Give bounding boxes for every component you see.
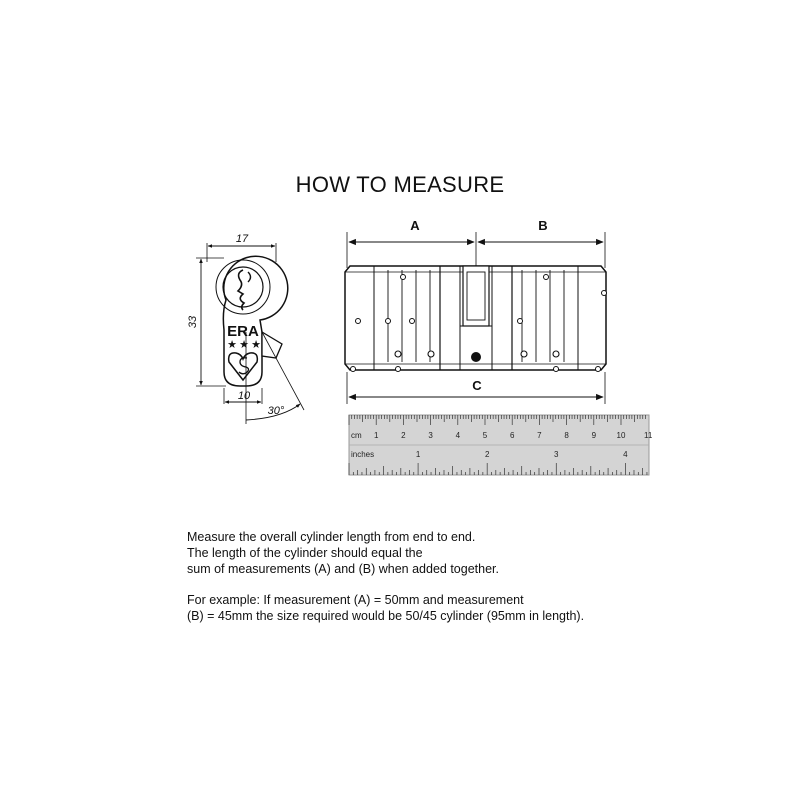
- era-logo-text: ERA: [227, 323, 259, 340]
- cm-tick-label: 1: [373, 431, 379, 440]
- cm-tick-label: 6: [509, 431, 515, 440]
- cm-tick-label: 7: [537, 431, 542, 440]
- instruction-line: Measure the overall cylinder length from end to end.: [187, 530, 476, 544]
- profile-width-dim: 17: [235, 233, 249, 245]
- instruction-line: The length of the cylinder should equal the: [187, 546, 423, 560]
- profile-offset-dim: 10: [237, 390, 251, 402]
- svg-text:★: ★: [251, 339, 261, 351]
- example-line: (B) = 45mm the size required would be 50/45 cylinder (95mm in length).: [187, 609, 585, 623]
- svg-text:★: ★: [239, 339, 249, 351]
- inch-unit-label: inches: [351, 450, 375, 459]
- inch-tick-label: 3: [554, 450, 559, 459]
- instruction-line: sum of measurements (A) and (B) when added together.: [187, 562, 499, 576]
- example-text: [187, 592, 584, 624]
- star-rating-icon: [227, 339, 261, 351]
- svg-text:★: ★: [227, 339, 237, 351]
- ruler: [349, 415, 653, 475]
- cm-tick-label: 11: [644, 431, 653, 440]
- cm-tick-label: 4: [455, 431, 461, 440]
- inch-tick-label: 1: [415, 450, 421, 459]
- inch-tick-label: 2: [484, 450, 490, 459]
- cm-tick-label: 3: [428, 431, 433, 440]
- cm-tick-label: 9: [591, 431, 597, 440]
- example-line: For example: If measurement (A) = 50mm and measurement: [187, 593, 524, 607]
- profile-height-dim: 33: [187, 315, 199, 329]
- profile-angle-dim: 30°: [267, 405, 285, 417]
- cm-tick-label: 8: [564, 431, 569, 440]
- cm-unit-label: cm: [351, 431, 362, 440]
- cm-tick-label: 10: [616, 431, 626, 440]
- instructions: [187, 529, 499, 577]
- dimension-c-label: C: [472, 378, 482, 393]
- dimension-a-label: A: [410, 218, 420, 233]
- cm-tick-label: 2: [401, 431, 406, 440]
- cylinder-profile-view: [187, 233, 304, 424]
- page-title: HOW TO MEASURE: [295, 172, 505, 197]
- dimension-b-label: B: [538, 218, 548, 233]
- cylinder-side-view: [345, 218, 607, 404]
- inch-tick-label: 4: [623, 450, 628, 459]
- fixing-screw-hole: [471, 352, 481, 362]
- cm-tick-label: 5: [482, 431, 488, 440]
